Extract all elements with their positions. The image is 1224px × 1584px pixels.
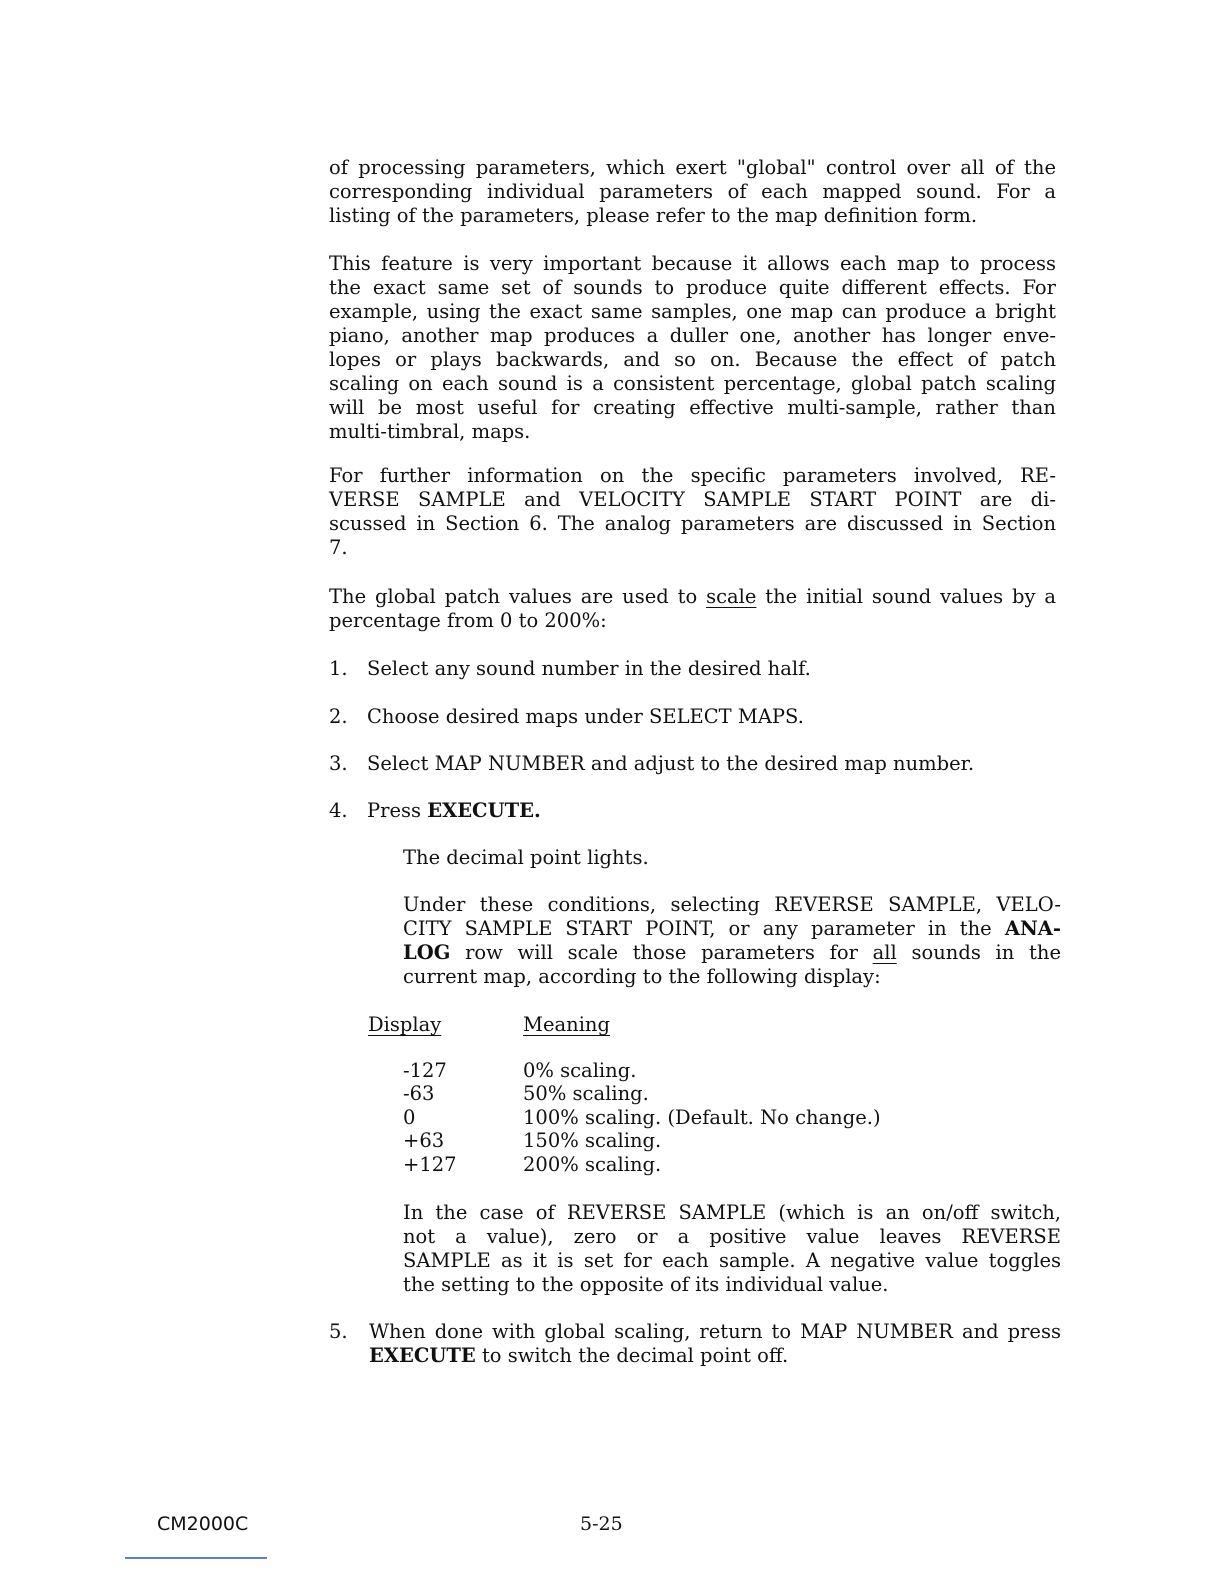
table-row [403, 1153, 1003, 1177]
text-line: scaling on each sound is a consistent percentage, global patch scaling [329, 372, 1056, 395]
analog-keyword: LOG [403, 941, 451, 964]
text-line [403, 941, 1061, 965]
text-line: In the case of REVERSE SAMPLE (which is an on/off switch, [403, 1201, 1061, 1224]
text-line [403, 917, 1061, 941]
text-fragment: CITY SAMPLE START POINT, or any parameter in the [403, 917, 1005, 940]
footer-model: CM2000C [157, 1513, 249, 1535]
emphasis-scale: scale [706, 585, 757, 608]
text-line: piano, another map produces a duller one, another has longer enve- [329, 324, 1056, 347]
table-header-meaning: Meaning [523, 1013, 610, 1036]
text-fragment: the initial sound values by a [756, 585, 1056, 608]
display-value: 0 [403, 1106, 416, 1129]
reverse-sample-note [403, 1201, 1061, 1297]
text-line: will be most useful for creating effective multi-sample, rather than [329, 396, 1056, 419]
paragraph-further-info [329, 464, 1056, 560]
step-3 [329, 752, 1056, 776]
text-line: Under these conditions, selecting REVERSE SAMPLE, VELO- [403, 893, 1061, 916]
text-line: percentage from 0 to 200%: [329, 609, 607, 632]
step-text: Choose desired maps under SELECT MAPS. [367, 705, 804, 728]
text-line [329, 1344, 1061, 1368]
meaning-value: 150% scaling. [523, 1129, 662, 1152]
step-text: to switch the decimal point off. [475, 1344, 789, 1367]
text-line: 7. [329, 536, 348, 559]
table-row [403, 1129, 1003, 1153]
table-header-display: Display [368, 1013, 442, 1036]
text-line: VERSE SAMPLE and VELOCITY SAMPLE START POINT are di- [329, 488, 1056, 511]
text-line: For further information on the specific parameters involved, RE- [329, 464, 1056, 487]
text-fragment: The global patch values are used to [329, 585, 707, 608]
step-number: 5. [329, 1320, 348, 1343]
page-number: 5-25 [580, 1513, 623, 1535]
meaning-value: 100% scaling. (Default. No change.) [523, 1106, 881, 1129]
text-line: scussed in Section 6. The analog parameters are discussed in Section [329, 512, 1056, 535]
text-line: multi-timbral, maps. [329, 420, 531, 443]
meaning-value: 50% scaling. [523, 1082, 649, 1105]
step-number: 3. [329, 752, 348, 775]
table-row [403, 1082, 1003, 1106]
meaning-value: 200% scaling. [523, 1153, 662, 1176]
paragraph-global-patch-values [329, 585, 1056, 633]
paragraph-global-control [329, 156, 1056, 228]
text-line: of processing parameters, which exert "global" control over all of the [329, 156, 1056, 179]
table-row [403, 1059, 1003, 1083]
text-line: corresponding individual parameters of each mapped sound. For a [329, 180, 1056, 203]
execute-keyword: EXECUTE [369, 1344, 476, 1367]
step-text: Press [367, 799, 428, 822]
analog-keyword: ANA- [1004, 917, 1061, 940]
text-line: lopes or plays backwards, and so on. Because the effect of patch [329, 348, 1056, 371]
text-line: current map, according to the following display: [403, 965, 881, 988]
text-line [329, 1320, 1061, 1344]
paragraph-feature-importance [329, 252, 1056, 444]
step-text: When done with global scaling, return to MAP NUMBER and press [369, 1320, 1061, 1343]
step-text: Select any sound number in the desired half. [367, 657, 811, 680]
table-row [403, 1106, 1003, 1130]
text-line: example, using the exact same samples, one map can produce a bright [329, 300, 1056, 323]
display-value: +127 [403, 1153, 457, 1176]
text-line: SAMPLE as it is set for each sample. A negative value toggles [403, 1249, 1061, 1272]
conditions-paragraph [403, 893, 1061, 989]
text-fragment: row will scale those parameters for [450, 941, 873, 964]
text-line: not a value), zero or a positive value leaves REVERSE [403, 1225, 1061, 1248]
decimal-point-note: The decimal point lights. [403, 846, 649, 869]
display-value: -127 [403, 1059, 447, 1082]
text-fragment: sounds in the [896, 941, 1061, 964]
step-4 [329, 799, 1056, 823]
step-2 [329, 705, 1056, 729]
step-number: 1. [329, 657, 348, 680]
text-line: This feature is very important because it allows each map to process [329, 252, 1056, 275]
execute-keyword: EXECUTE. [427, 799, 541, 822]
step-5 [329, 1320, 1061, 1368]
step-number: 2. [329, 705, 348, 728]
display-value: +63 [403, 1129, 445, 1152]
emphasis-all: all [872, 941, 897, 964]
meaning-value: 0% scaling. [523, 1059, 637, 1082]
text-line: the setting to the opposite of its individual value. [403, 1273, 889, 1296]
text-line: the exact same set of sounds to produce quite different effects. For [329, 276, 1056, 299]
step-text: Select MAP NUMBER and adjust to the desired map number. [367, 752, 975, 775]
display-value: -63 [403, 1082, 435, 1105]
text-line: listing of the parameters, please refer to the map definition form. [329, 204, 978, 227]
footer-rule [125, 1557, 267, 1559]
text-line [329, 585, 1056, 609]
step-number: 4. [329, 799, 348, 822]
step-1 [329, 657, 1056, 681]
